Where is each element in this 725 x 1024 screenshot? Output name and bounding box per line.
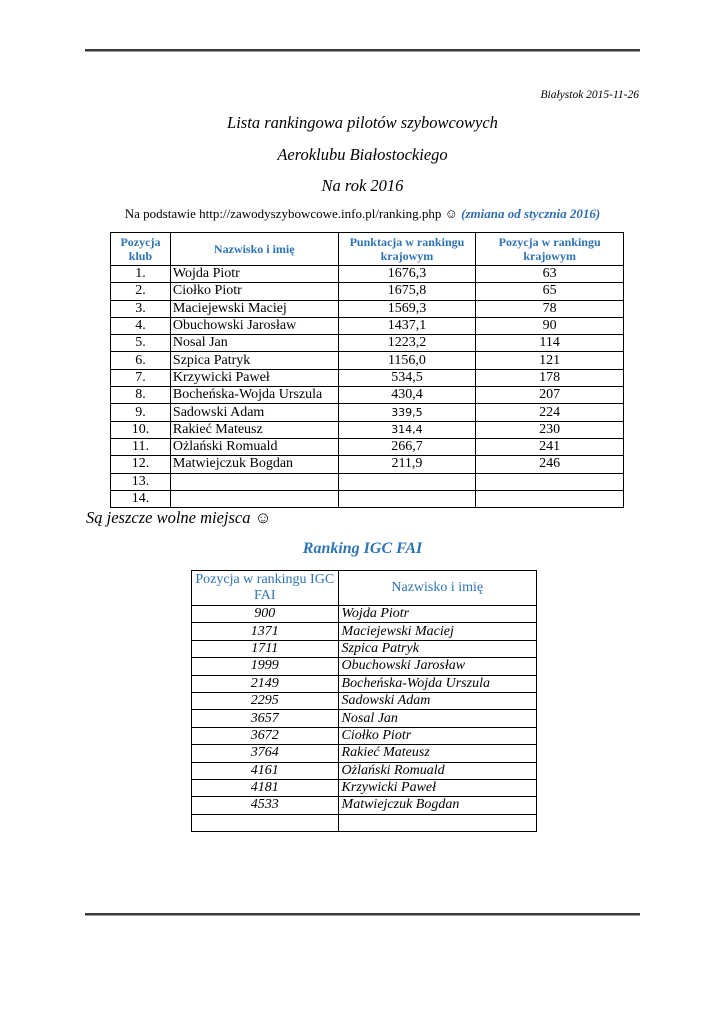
- cell-club-position: 5.: [111, 335, 171, 352]
- cell-national-rank: 246: [476, 456, 624, 473]
- cell-points: 1675,8: [338, 283, 476, 300]
- cell-points: 430,4: [338, 387, 476, 404]
- cell-national-rank: 178: [476, 369, 624, 386]
- header-club-position: Pozycja klub: [111, 233, 171, 266]
- table-row: [111, 490, 624, 507]
- cell-igc-rank: 2295: [192, 692, 339, 709]
- cell-igc-rank: 4533: [192, 797, 339, 814]
- cell-national-rank: 121: [476, 352, 624, 369]
- cell-igc-name: Bocheńska-Wojda Urszula: [338, 675, 536, 692]
- table-row: [192, 710, 537, 727]
- table-row: [111, 283, 624, 300]
- cell-points: 1676,3: [338, 266, 476, 283]
- cell-igc-rank: 1999: [192, 658, 339, 675]
- cell-points: 314,4: [338, 421, 476, 438]
- cell-igc-name: Krzywicki Paweł: [338, 779, 536, 796]
- cell-name: Ciołko Piotr: [170, 283, 338, 300]
- source-text: Na podstawie http://zawodyszybowcowe.info.pl/ranking.php ☺: [124, 206, 458, 221]
- table-row: [111, 352, 624, 369]
- document-date: Białystok 2015-11-26: [540, 89, 639, 101]
- document-title: Lista rankingowa pilotów szybowcowych: [227, 113, 498, 132]
- table-row: [111, 421, 624, 438]
- cell-name: Wojda Piotr: [170, 266, 338, 283]
- table-row: [111, 387, 624, 404]
- cell-national-rank: 241: [476, 438, 624, 455]
- cell-national-rank: [476, 490, 624, 507]
- cell-national-rank: 207: [476, 387, 624, 404]
- document-year: Na rok 2016: [321, 176, 404, 195]
- header-igc-rank: Pozycja w rankingu IGC FAI: [192, 571, 339, 606]
- cell-name: Rakieć Mateusz: [170, 421, 338, 438]
- header-national-rank: Pozycja w rankingu krajowym: [476, 233, 624, 266]
- cell-points: [338, 473, 476, 490]
- cell-club-position: 7.: [111, 369, 171, 386]
- table-row: [192, 745, 537, 762]
- table-row: [111, 438, 624, 455]
- cell-name: Matwiejczuk Bogdan: [170, 456, 338, 473]
- source-note: (zmiana od stycznia 2016): [461, 206, 601, 221]
- cell-name: Sadowski Adam: [170, 404, 338, 421]
- cell-points: 266,7: [338, 438, 476, 455]
- table-row: [111, 300, 624, 317]
- table-row: [192, 762, 537, 779]
- table-row: [192, 692, 537, 709]
- cell-name: Obuchowski Jarosław: [170, 317, 338, 334]
- cell-national-rank: 90: [476, 317, 624, 334]
- cell-club-position: 12.: [111, 456, 171, 473]
- table-row: [192, 658, 537, 675]
- cell-points: 1156,0: [338, 352, 476, 369]
- cell-igc-rank: 1711: [192, 640, 339, 657]
- igc-ranking-table: [191, 570, 537, 832]
- cell-name: Bocheńska-Wojda Urszula: [170, 387, 338, 404]
- cell-name: Maciejewski Maciej: [170, 300, 338, 317]
- table-row: [111, 335, 624, 352]
- cell-name: Szpica Patryk: [170, 352, 338, 369]
- table-row: [111, 369, 624, 386]
- cell-igc-name: Obuchowski Jarosław: [338, 658, 536, 675]
- cell-name: Nosal Jan: [170, 335, 338, 352]
- table-row: [111, 456, 624, 473]
- free-places-note: Są jeszcze wolne miejsca ☺: [86, 508, 272, 527]
- cell-club-position: 10.: [111, 421, 171, 438]
- cell-igc-rank: 2149: [192, 675, 339, 692]
- cell-points: [338, 490, 476, 507]
- cell-igc-name: Matwiejczuk Bogdan: [338, 797, 536, 814]
- igc-section-title: Ranking IGC FAI: [302, 540, 423, 557]
- top-divider: [85, 49, 640, 52]
- cell-name: Krzywicki Paweł: [170, 369, 338, 386]
- cell-igc-rank: 4161: [192, 762, 339, 779]
- cell-igc-rank: 3764: [192, 745, 339, 762]
- table-row: [111, 317, 624, 334]
- cell-points: 534,5: [338, 369, 476, 386]
- cell-national-rank: 114: [476, 335, 624, 352]
- cell-club-position: 3.: [111, 300, 171, 317]
- cell-club-position: 11.: [111, 438, 171, 455]
- cell-igc-name: Szpica Patryk: [338, 640, 536, 657]
- cell-club-position: 4.: [111, 317, 171, 334]
- cell-points: 1437,1: [338, 317, 476, 334]
- igc-table-header-row: [192, 571, 537, 606]
- club-table-header-row: [111, 233, 624, 266]
- table-row: [111, 473, 624, 490]
- cell-club-position: 9.: [111, 404, 171, 421]
- cell-national-rank: 65: [476, 283, 624, 300]
- cell-national-rank: 224: [476, 404, 624, 421]
- cell-igc-rank: 3672: [192, 727, 339, 744]
- cell-igc-name: Ciołko Piotr: [338, 727, 536, 744]
- source-line: [0, 206, 725, 222]
- cell-igc-rank: 900: [192, 606, 339, 623]
- cell-name: [170, 490, 338, 507]
- cell-national-rank: [476, 473, 624, 490]
- table-row: [192, 623, 537, 640]
- cell-igc-rank: 4181: [192, 779, 339, 796]
- table-row: [192, 727, 537, 744]
- table-row: [192, 675, 537, 692]
- header-points: Punktacja w rankingu krajowym: [338, 233, 476, 266]
- cell-igc-name: Ożlański Romuald: [338, 762, 536, 779]
- table-row: [111, 266, 624, 283]
- cell-national-rank: 63: [476, 266, 624, 283]
- cell-club-position: 8.: [111, 387, 171, 404]
- cell-name: Ożlański Romuald: [170, 438, 338, 455]
- cell-igc-name: Maciejewski Maciej: [338, 623, 536, 640]
- table-row: [192, 814, 537, 831]
- cell-points: 339,5: [338, 404, 476, 421]
- cell-igc-name: Sadowski Adam: [338, 692, 536, 709]
- cell-club-position: 2.: [111, 283, 171, 300]
- cell-igc-rank: [192, 814, 339, 831]
- cell-igc-name: Nosal Jan: [338, 710, 536, 727]
- cell-national-rank: 230: [476, 421, 624, 438]
- table-row: [192, 606, 537, 623]
- table-row: [111, 404, 624, 421]
- cell-points: 211,9: [338, 456, 476, 473]
- cell-club-position: 6.: [111, 352, 171, 369]
- cell-igc-name: [338, 814, 536, 831]
- cell-igc-rank: 3657: [192, 710, 339, 727]
- cell-name: [170, 473, 338, 490]
- header-name: Nazwisko i imię: [170, 233, 338, 266]
- cell-igc-name: Wojda Piotr: [338, 606, 536, 623]
- cell-club-position: 13.: [111, 473, 171, 490]
- table-row: [192, 779, 537, 796]
- cell-national-rank: 78: [476, 300, 624, 317]
- cell-igc-rank: 1371: [192, 623, 339, 640]
- table-row: [192, 640, 537, 657]
- header-igc-name: Nazwisko i imię: [338, 571, 536, 606]
- document-subtitle: Aeroklubu Białostockiego: [277, 145, 448, 164]
- cell-club-position: 1.: [111, 266, 171, 283]
- club-ranking-table: [110, 232, 624, 508]
- cell-club-position: 14.: [111, 490, 171, 507]
- bottom-divider: [85, 913, 640, 916]
- table-row: [192, 797, 537, 814]
- cell-points: 1223,2: [338, 335, 476, 352]
- cell-points: 1569,3: [338, 300, 476, 317]
- cell-igc-name: Rakieć Mateusz: [338, 745, 536, 762]
